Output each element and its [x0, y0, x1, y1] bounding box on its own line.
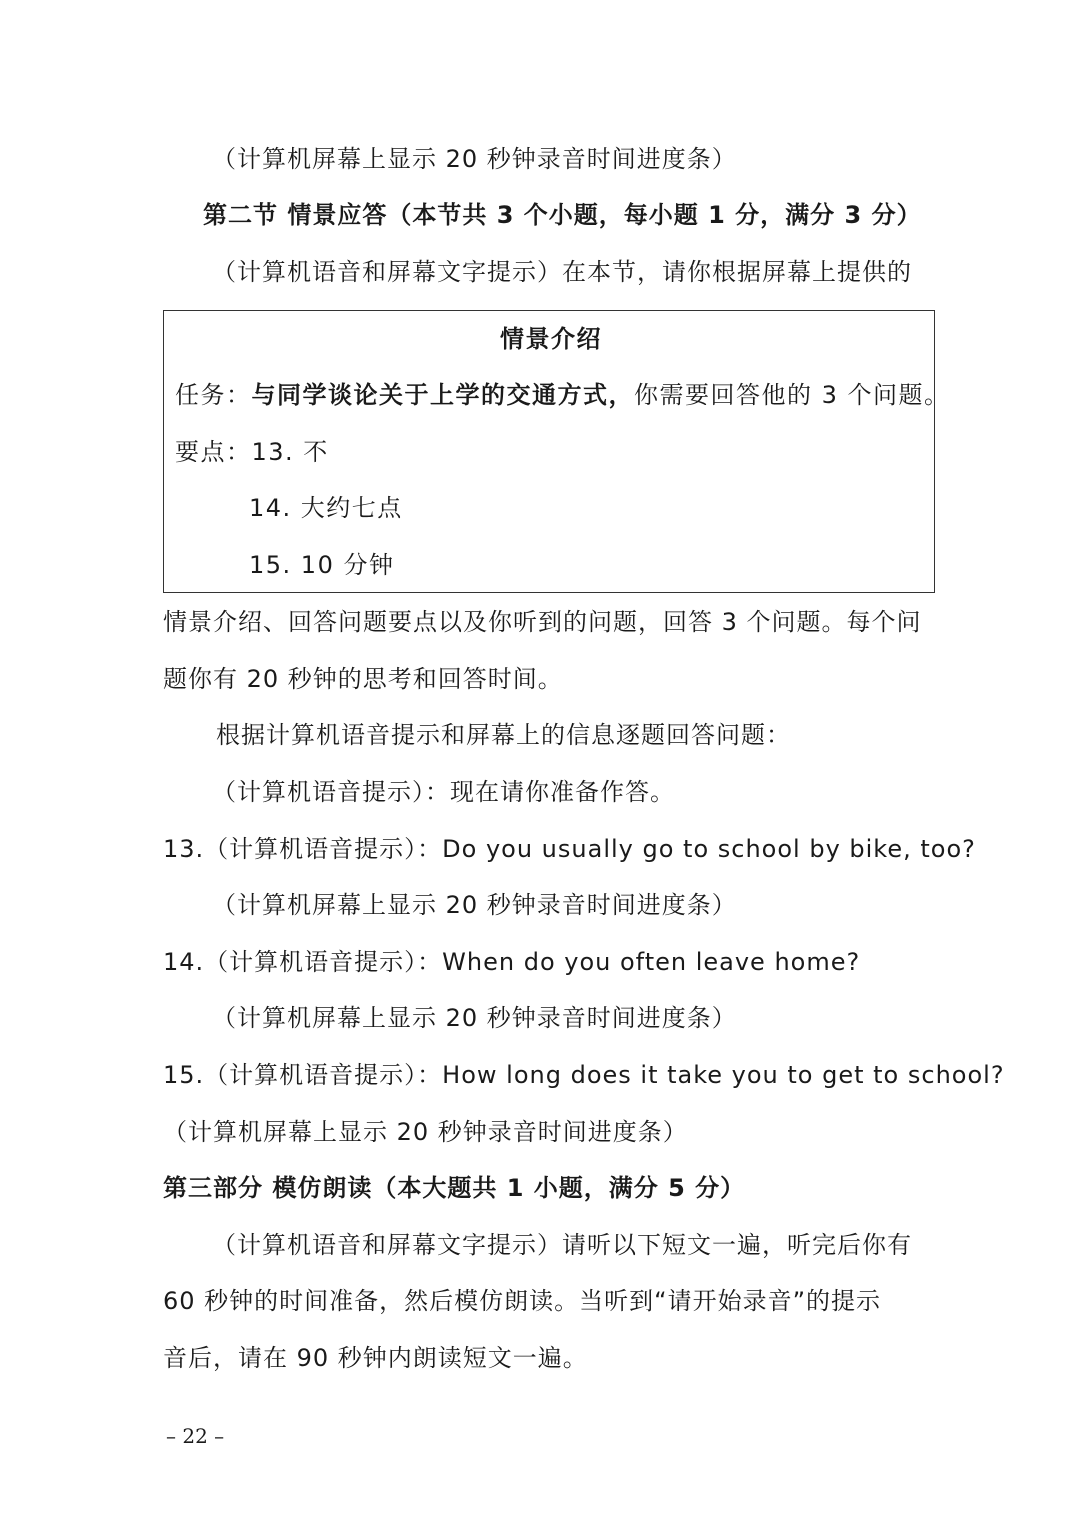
- instruction-line: （计算机语音和屏幕文字提示）在本节，请你根据屏幕上提供的: [212, 258, 912, 286]
- question-15: 15.（计算机语音提示）：How long does it take you to get to school?: [163, 1061, 1005, 1089]
- point-14: 14. 大约七点: [249, 494, 403, 522]
- progress-bar-note: （计算机屏幕上显示 20 秒钟录音时间进度条）: [163, 1118, 688, 1146]
- section-heading: 第二节 情景应答（本节共 3 个小题，每小题 1 分，满分 3 分）: [203, 201, 922, 229]
- part-heading: 第三部分 模仿朗读（本大题共 1 小题，满分 5 分）: [163, 1174, 746, 1202]
- task-bold-text: 与同学谈论关于上学的交通方式，: [251, 381, 634, 409]
- instruction-line: （计算机语音提示）：现在请你准备作答。: [212, 778, 675, 806]
- task-rest-text: 你需要回答他的 3 个问题。: [634, 381, 950, 409]
- point-15: 15. 10 分钟: [249, 551, 395, 579]
- progress-bar-note: （计算机屏幕上显示 20 秒钟录音时间进度条）: [212, 891, 737, 919]
- scenario-box: [163, 310, 950, 593]
- task-line: [175, 379, 950, 411]
- instruction-line: 题你有 20 秒钟的思考和回答时间。: [163, 665, 563, 693]
- instruction-line: 音后，请在 90 秒钟内朗读短文一遍。: [163, 1344, 588, 1372]
- question-14: 14.（计算机语音提示）：When do you often leave home?: [163, 948, 861, 976]
- instruction-line: （计算机语音和屏幕文字提示）请听以下短文一遍，听完后你有: [212, 1231, 912, 1259]
- question-13: 13.（计算机语音提示）：Do you usually go to school by bike, too?: [163, 835, 976, 863]
- instruction-line: 60 秒钟的时间准备，然后模仿朗读。当听到“请开始录音”的提示: [163, 1287, 882, 1315]
- scenario-title: 情景介绍: [500, 325, 602, 353]
- instruction-line: 根据计算机语音提示和屏幕上的信息逐题回答问题：: [216, 721, 791, 749]
- instruction-line: 情景介绍、回答问题要点以及你听到的问题，回答 3 个问题。每个问: [163, 608, 922, 636]
- page-number: – 22 –: [166, 1424, 225, 1448]
- point-13: 13. 不: [251, 438, 329, 466]
- progress-bar-note: （计算机屏幕上显示 20 秒钟录音时间进度条）: [212, 145, 737, 173]
- points-line: [175, 436, 329, 468]
- points-label: 要点：: [175, 438, 252, 466]
- progress-bar-note: （计算机屏幕上显示 20 秒钟录音时间进度条）: [212, 1004, 737, 1032]
- task-label: 任务：: [175, 381, 252, 409]
